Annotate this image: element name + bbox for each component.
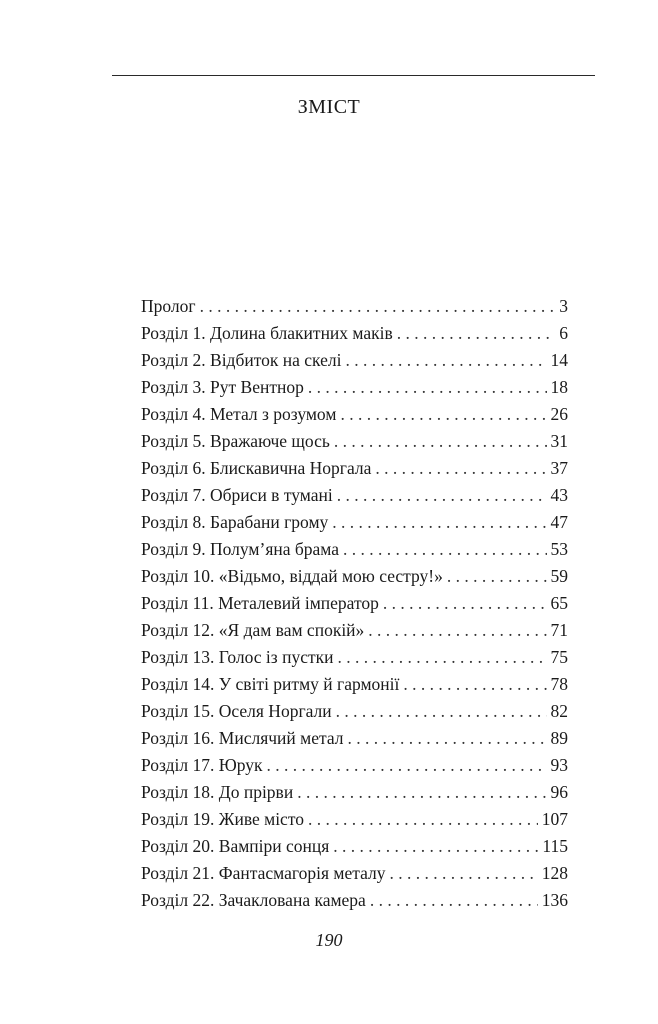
dot-leader — [336, 698, 547, 725]
toc-entry-title: Розділ 10. «Відьмо, віддай мою сестру!» — [141, 566, 443, 586]
dot-leader — [397, 320, 555, 347]
toc-entry-page: 78 — [550, 674, 568, 694]
toc-entry-page: 136 — [541, 890, 568, 910]
toc-entry-title: Розділ 17. Юрук — [141, 755, 263, 775]
toc-entry-page: 71 — [550, 620, 568, 640]
toc-entry-page: 96 — [550, 782, 568, 802]
dot-leader — [348, 725, 547, 752]
toc-entry-title: Розділ 15. Оселя Норгали — [141, 701, 332, 721]
dot-leader — [389, 860, 537, 887]
toc-entry — [141, 671, 568, 698]
toc-entry — [141, 455, 568, 482]
toc-entry-page: 65 — [550, 593, 568, 613]
toc-entry-page: 31 — [550, 431, 568, 451]
dot-leader — [308, 374, 547, 401]
toc-entry — [141, 860, 568, 887]
dot-leader — [375, 455, 546, 482]
toc-entry-title: Розділ 7. Обриси в тумані — [141, 485, 333, 505]
toc-entry-page: 26 — [550, 404, 568, 424]
toc-entry — [141, 401, 568, 428]
toc-entry — [141, 320, 568, 347]
dot-leader — [332, 509, 546, 536]
toc-entry-page: 89 — [550, 728, 568, 748]
toc-entry-title: Розділ 11. Металевий імператор — [141, 593, 379, 613]
toc-entry — [141, 752, 568, 779]
toc-entry — [141, 509, 568, 536]
toc-entry-page: 82 — [550, 701, 568, 721]
dot-leader — [308, 806, 538, 833]
toc-entry — [141, 887, 568, 914]
toc-entry-page: 18 — [550, 377, 568, 397]
header-rule — [112, 75, 595, 76]
toc-entry-page: 47 — [550, 512, 568, 532]
toc-entry-title: Розділ 2. Відбиток на скелі — [141, 350, 342, 370]
toc-entry — [141, 293, 568, 320]
toc-entry-page: 43 — [550, 485, 568, 505]
dot-leader — [334, 428, 547, 455]
toc-entry-title: Розділ 1. Долина блакитних маків — [141, 323, 393, 343]
toc-entry — [141, 347, 568, 374]
toc-entry-title: Розділ 9. Полум’яна брама — [141, 539, 340, 559]
toc-entry — [141, 644, 568, 671]
table-of-contents — [141, 293, 568, 914]
toc-entry — [141, 833, 568, 860]
dot-leader — [383, 590, 547, 617]
dot-leader — [200, 293, 556, 320]
dot-leader — [333, 833, 538, 860]
dot-leader — [340, 401, 546, 428]
toc-entry-page: 75 — [550, 647, 568, 667]
toc-entry — [141, 374, 568, 401]
toc-entry-page: 3 — [559, 296, 568, 316]
dot-leader — [447, 563, 547, 590]
dot-leader — [337, 482, 547, 509]
dot-leader — [403, 671, 546, 698]
toc-entry-title: Розділ 6. Блискавична Норгала — [141, 458, 372, 478]
toc-entry-title: Розділ 18. До прірви — [141, 782, 294, 802]
toc-entry-page: 6 — [559, 323, 568, 343]
toc-entry — [141, 698, 568, 725]
toc-entry — [141, 725, 568, 752]
toc-entry-title: Розділ 3. Рут Вентнор — [141, 377, 304, 397]
page-number: 190 — [315, 930, 343, 950]
toc-entry-title: Розділ 20. Вампіри сонця — [141, 836, 330, 856]
toc-entry-page: 128 — [541, 863, 568, 883]
toc-entry-title: Розділ 5. Вражаюче щось — [141, 431, 330, 451]
toc-entry-title: Розділ 14. У світі ритму й гармонії — [141, 674, 400, 694]
toc-entry — [141, 590, 568, 617]
toc-entry — [141, 617, 568, 644]
toc-entry-title: Розділ 13. Голос із пустки — [141, 647, 334, 667]
toc-entry — [141, 563, 568, 590]
dot-leader — [370, 887, 538, 914]
toc-entry — [141, 806, 568, 833]
toc-entry-title: Пролог — [141, 296, 196, 316]
toc-entry-page: 59 — [550, 566, 568, 586]
toc-entry-page: 107 — [541, 809, 568, 829]
toc-entry-page: 115 — [542, 836, 568, 856]
toc-entry-title: Розділ 4. Метал з розумом — [141, 404, 337, 424]
dot-leader — [368, 617, 546, 644]
toc-entry-page: 53 — [550, 539, 568, 559]
dot-leader — [345, 347, 546, 374]
toc-entry-title: Розділ 21. Фантасмагорія металу — [141, 863, 386, 883]
toc-entry — [141, 779, 568, 806]
dot-leader — [297, 779, 546, 806]
toc-entry-page: 14 — [550, 350, 568, 370]
toc-entry-page: 93 — [550, 755, 568, 775]
toc-entry-title: Розділ 19. Живе місто — [141, 809, 304, 829]
toc-entry-title: Розділ 16. Мислячий метал — [141, 728, 344, 748]
toc-entry-title: Розділ 22. Зачаклована камера — [141, 890, 366, 910]
dot-leader — [337, 644, 546, 671]
page-title: ЗМІСТ — [297, 96, 361, 118]
toc-entry-title: Розділ 8. Барабани грому — [141, 512, 329, 532]
toc-entry-page: 37 — [550, 458, 568, 478]
dot-leader — [267, 752, 547, 779]
dot-leader — [343, 536, 546, 563]
toc-entry-title: Розділ 12. «Я дам вам спокій» — [141, 620, 365, 640]
toc-entry — [141, 482, 568, 509]
toc-entry — [141, 536, 568, 563]
toc-entry — [141, 428, 568, 455]
